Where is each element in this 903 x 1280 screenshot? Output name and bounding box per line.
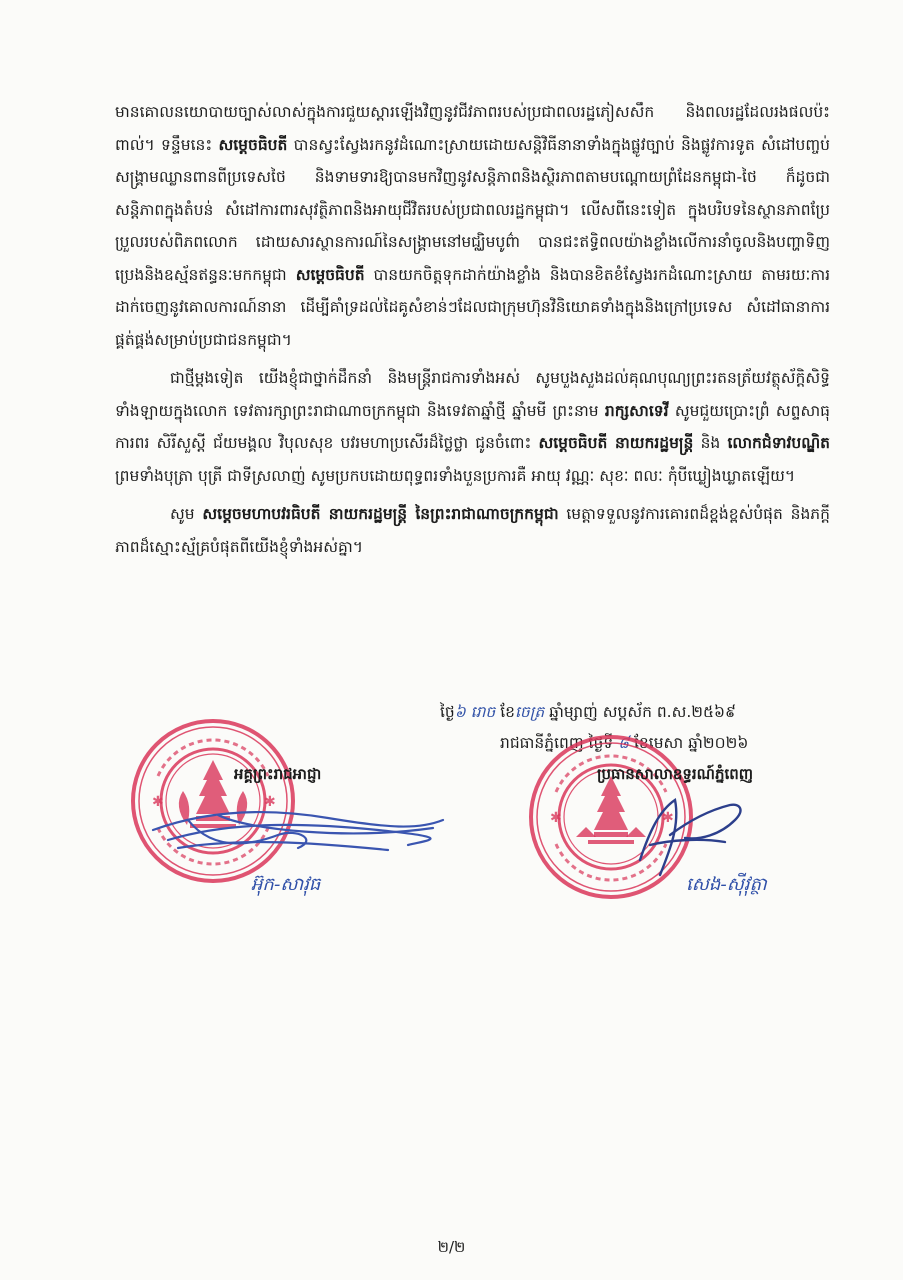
paragraph-1-text-2: បានស្វះស្វែងរកនូវដំណោះស្រាយដោយសន្តិវិធីនានាទាំងក្នុងផ្លូវច្បាប់ និងផ្លូវការទូត សំដៅបញ្ចប់សង្គ្រាមឈ្លានពានពីប្រទេសថៃ និងទាមទារឱ្យបានមកវិញនូវសន្តិភាពនិងស្ថិរភាពតាមបណ្តោយព្រំដែនកម្ពុជា-ថៃ ក៏ដូចជាសន្តិភាពក្នុងតំបន់ សំដៅការពារសុវត្ថិភាពនិងអាយុជីវិតរបស់ប្រជាពលរដ្ឋកម្ពុជា។ លើសពីនេះទៀត ក្នុងបរិបទនៃស្ថានភាពប្រែប្រួលរបស់ពិភពលោក ដោយសារស្ថានការណ៍នៃសង្គ្រាមនៅមជ្ឈិមបូព៌ា បានជះឥទ្ធិពលយ៉ាងខ្លាំងលើការនាំចូលនិងបញ្ហាទិញប្រេងនិងឧស្ម័នឥន្ធនៈមកកម្ពុជា bbox=[115, 135, 830, 284]
left-signatory-name: អ៊ុក-សាវុធ bbox=[251, 874, 321, 895]
right-signatory-name: សេង-ស៊ីវុត្ថា bbox=[686, 874, 767, 895]
paragraph-2-bold-3: លោកជំទាវបណ្ឌិត bbox=[727, 434, 830, 452]
paragraph-3-bold-1: សម្តេចមហាបវរធិបតី នាយករដ្ឋមន្ត្រី នៃព្រះរាជាណាចក្រកម្ពុជា bbox=[202, 505, 559, 523]
paragraph-1-bold-2: សម្តេចធិបតី bbox=[295, 265, 365, 284]
paragraph-2-text-2: សូមជួយប្រោះព្រំ សព្ទសាធុការពរ សិរីសួស្តី ជ័យមង្គល វិបុលសុខ បវរមហាប្រសើរដ៏ថ្លៃថ្លា ជូនចំពោះ bbox=[115, 401, 830, 452]
lunar-month-handwritten: ចេត្រ bbox=[514, 703, 545, 721]
paragraph-2-text-4: ព្រមទាំងបុត្រា បុត្រី ជាទីស្រលាញ់ សូមប្រកបដោយពុទ្ធពរទាំងបួនប្រការគឺ អាយុ វណ្ណៈ សុខៈ ពលៈ កុំបីឃ្លៀងឃ្លាតឡើយ។ bbox=[115, 466, 796, 485]
svg-text:✱: ✱ bbox=[550, 810, 562, 826]
paragraph-1-text-1: មានគោលនយោបាយច្បាស់លាស់ក្នុងការជួយស្តារឡើងវិញនូវជីវភាពរបស់ប្រជាពលរដ្ឋភៀសសឹក និងពលរដ្ឋដែលរងផលប៉ះពាល់។ ទន្ទឹមនេះ bbox=[115, 103, 830, 154]
lunar-year: ឆ្នាំម្សាញ់ សប្តស័ក ព.ស.២៥៦៩ bbox=[549, 703, 736, 721]
lunar-date bbox=[440, 700, 736, 724]
page-number: ២/២ bbox=[437, 1238, 466, 1256]
left-signature-icon bbox=[148, 800, 448, 860]
left-signatory-title: អគ្គព្រះរាជអាជ្ញា bbox=[234, 765, 322, 783]
right-signature-icon bbox=[630, 790, 770, 880]
paragraph-2-bold-1: រាក្សសាទេវី bbox=[604, 401, 669, 420]
paragraph-2-bold-2: សម្តេចធិបតី នាយករដ្ឋមន្ត្រី bbox=[538, 434, 694, 452]
paragraph-1-text-3: បានយកចិត្តទុកដាក់យ៉ាងខ្លាំង និងបានខិតខំស្វែងរកដំណោះស្រាយ តាមរយៈការដាក់ចេញនូវគោលការណ៍នានា ដើម្បីគាំទ្រដល់ដៃគូសំខាន់ៗដែលជាក្រុមហ៊ុនវិនិយោគទាំងក្នុងនិងក្រៅប្រទេស សំដៅធានាការផ្គត់ផ្គង់សម្រាប់ប្រជាជនកម្ពុជា។ bbox=[115, 265, 830, 349]
paragraph-2 bbox=[115, 362, 830, 492]
lunar-day-handwritten: ៦ រោច bbox=[454, 703, 496, 721]
right-signatory-title: ប្រធានសាលាឧទ្ធរណ៍ភ្នំពេញ bbox=[597, 765, 754, 783]
paragraph-2-text-3: និង bbox=[693, 434, 728, 452]
paragraph-2-text-1: ជាថ្មីម្តងទៀត យើងខ្ញុំជាថ្នាក់ដឹកនាំ និងមន្ត្រីរាជការទាំងអស់ សូមបួងសួងដល់គុណបុណ្យព្រះរតនត្រ័យវត្ថុស័ក្តិសិទ្ធិទាំងឡាយក្នុងលោក ទេវតារក្សាព្រះរាជាណាចក្រកម្ពុជា និងទេវតាឆ្នាំថ្មី ឆ្នាំមមី ព្រះនាម bbox=[115, 369, 830, 420]
paragraph-3 bbox=[115, 498, 830, 563]
svg-text:✱: ✱ bbox=[264, 794, 276, 810]
solar-month-year: ខែមេសា ឆ្នាំ២០២៦ bbox=[634, 734, 749, 752]
solar-date-prefix: រាជធានីភ្នំពេញ ថ្ងៃទី bbox=[500, 734, 614, 752]
paragraph-1 bbox=[115, 96, 830, 356]
lunar-month-prefix: ខែ bbox=[500, 703, 515, 721]
paragraph-3-text-2: មេត្តាទទួលនូវការគោរពដ៏ខ្ពង់ខ្ពស់បំផុត និងភក្តីភាពដ៏ស្មោះស្ម័គ្របំផុតពីយើងខ្ញុំទាំងអស់គ្នា។ bbox=[115, 505, 830, 556]
solar-day-handwritten: ៨ bbox=[618, 734, 630, 752]
paragraph-1-bold-1: សម្តេចធិបតី bbox=[218, 135, 288, 154]
svg-text:✱: ✱ bbox=[152, 794, 164, 810]
letter-body bbox=[115, 96, 830, 569]
lunar-date-prefix: ថ្ងៃ bbox=[440, 703, 455, 721]
svg-text:✱: ✱ bbox=[662, 810, 674, 826]
paragraph-3-text-1: សូម bbox=[170, 505, 203, 523]
